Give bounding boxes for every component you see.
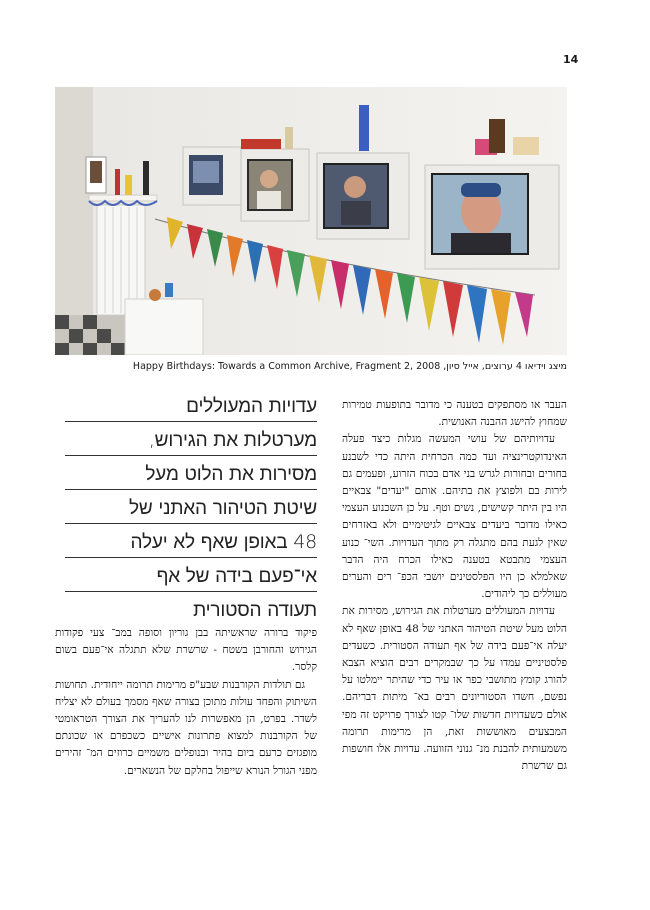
paragraph: גם תולדות הקורבנות שבע"פ מרימות תרומה ייחודית. תחושות השיתוק והפחד עולות מתוכן בצורה שאף מסמך בעולם לא יצליח לשדר. בפרט, הן מאפשרות לנו להעריך את הצורך הטראומטי של הקורבנות למצוא פתרונות אישיים כשכפרם או שכונתם מופגזים כרעם ביום בהיר ובנופלים משמיים כרוזים המ־ זהירים מפני הגורל הנורא שייפול בחלקם של הנשארים. (55, 678, 317, 777)
pull-quote-line: תעודה הסטורית (193, 599, 317, 621)
video-screen-2 (241, 149, 309, 221)
caption-english-title: Happy Birthdays: Towards a Common Archive, Fragment 2 (132, 361, 411, 372)
exhibition-photo (55, 87, 567, 355)
caption-year: , 2008 (410, 361, 441, 372)
pull-quote (65, 392, 317, 629)
pull-quote-line: מסירות את הלוט מעל (65, 460, 317, 490)
paragraph: העבר או מסתפקים בטענה כי מדובר בתופעות טמירות שמחוץ להישג ההבנה האנושית. (342, 399, 567, 429)
pull-quote-line: 48 באופן שאף לא יעלה (65, 528, 317, 558)
video-installation-illustration (55, 87, 567, 355)
pull-quote-line: שיטת הטיהור האתני של (65, 494, 317, 524)
paragraph: פיקוד ברורה שראשיתה בבן גוריון וסופה במב־ צעי פקודות הגירוש והחורבן בשטח - שרשרת שלא תתגלה אי־פעם בשום קלסר. (55, 627, 317, 674)
pull-quote-line: עדויות המעוללים (65, 392, 317, 422)
page-number: 14 (563, 53, 579, 66)
checkered-floor (55, 315, 135, 355)
body-column-right (342, 397, 567, 775)
pull-quote-line: מערטלות את הגירוש, (65, 426, 317, 456)
paragraph: עדויות המעוללים מערטלות את הגירוש, מסירות את הלוט מעל שיטת הטיהור האתני של 48 באופן שאף לא יעלה אי־פעם בידה של אף תעודה הסטורית. כשעדים פלסטיניים עמדו על כך שבמקרים רבים הוציא הצבא להורג קומץ מתושבי כפר או עיר כדי שהיתר יימלטו על נפשם, חשדו הסטוריונים רבים בא־ מיתות דבריהם. אולם כשעדויות חדשות שלו־ קטו לצורך פרויקט זה מפי המבצעים מאוששות זאת, הן מרימות תרומה משמעותית להבנת מנ־ גנוני הזוועה. עדויות אלו חושפות גם שרשרת (342, 605, 567, 773)
video-screen-3 (317, 153, 409, 239)
paragraph: עדויותיהם של עושי המעשה מגלות כיצד פעלה האינדוקטרינציה ועד כמה הכרחית היתה כדי לשבנע בחורים ובחורות לגרש בני אדם בכוח הזרוע, ופעמים גם לירות בם ולפוצץ את בתיהם. אותם "יעדים" צבאיים היו בין היתר קשישים, נשים וטף. על כן השכנוע העצמי כאילו מדובר ביעדים צבאיים לגיטימיים ולא באזרחים שאין לגעת בהם מתגלה רק מתוך העדויות. השי־ כנוע העצמי מתבטא בטענה כאילו הכרח היה הדבר שאלמלא כן היו הפלסטינים יושבי הכפ־ רים והערים מעוללים כך ליהודים. (342, 433, 567, 601)
pull-quote-line: אי־פעם בידה של אף (65, 562, 317, 592)
body-column-left (55, 625, 317, 780)
caption-hebrew: מיצג וידיאו 4 ערוצים, אייל סיון, (440, 361, 567, 372)
photo-caption (55, 361, 567, 372)
video-screen-4 (425, 165, 559, 269)
video-screen-1 (183, 147, 241, 205)
